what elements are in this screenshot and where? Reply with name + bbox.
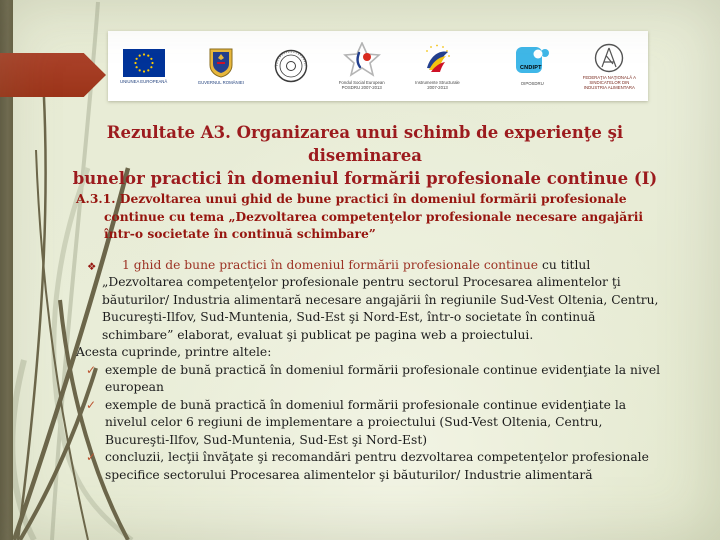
- check-list: [76, 362, 668, 485]
- check-item-text: exemple de bună practică în domeniul formării profesionale continue evidenţiate la nivel european: [105, 362, 661, 394]
- fnsia-caption-line1: FEDERAŢIA NAŢIONALĂ A: [582, 74, 636, 80]
- romanian-government-logo: [198, 48, 244, 85]
- fse-caption-line2: POSDRU 2007-2013: [341, 85, 382, 90]
- fse-posdru-logo: [339, 42, 385, 90]
- checkmark-icon: ✓: [86, 450, 97, 464]
- fnsia-caption-line2: SINDICATELOR DIN: [589, 79, 630, 85]
- diamond-bullet-icon: ❖: [87, 260, 97, 273]
- section-heading: A.3.1. Dezvoltarea unui ghid de bune practici în domeniul formării profesionale continue cu tema „Dezvoltarea competenţelor profesionale necesare angajării într-o societate în continuă schimbare”: [76, 191, 644, 241]
- slide-title-line1: Rezultate A3. Organizarea unui schimb de experienţe şi diseminarea: [106, 123, 624, 165]
- check-item-2: [76, 397, 668, 450]
- checkmark-icon: ✓: [86, 362, 97, 377]
- fnsia-logo: [583, 43, 636, 90]
- cndipt-label: CNDIPT: [520, 64, 542, 71]
- checkmark-icon: ✓: [86, 397, 97, 412]
- cndipt-icon: [512, 47, 552, 79]
- fse-caption-line1: Fondul Social European: [338, 80, 385, 85]
- check-item-text: exemple de bună practică în domeniul formării profesionale continue evidenţiate la nivelul celor 6 regiuni de implementare a proiectului (Sud-Vest Oltenia, Centru, Bucureşti-Ilfov, Sud-Muntenia, Sud-Est şi Nord-Est): [105, 397, 627, 447]
- cndipt-caption: OIPOSDRU: [520, 80, 544, 86]
- is-caption-line2: 2007-2013: [427, 85, 448, 90]
- instrumente-structurale-logo: [415, 42, 460, 90]
- eu-flag-logo: [120, 49, 167, 84]
- bullet-highlight-text: 1 ghid de bune practici în domeniul formării profesionale continue: [122, 257, 539, 272]
- check-item-text: concluzii, lecţii învăţate şi recomandări pentru dezvoltarea competenţelor profesionale specifice sectorului Procesarea alimentelor şi băuturilor/ Industrie alimentară: [105, 450, 649, 482]
- structural-instruments-icon: [417, 42, 457, 78]
- ministry-seal-logo: [274, 49, 308, 83]
- fnsia-emblem-icon: [594, 43, 624, 73]
- eu-flag-caption: UNIUNEA EUROPEANĂ: [120, 78, 168, 84]
- fnsia-caption-line3: INDUSTRIA ALIMENTARA: [583, 84, 635, 90]
- check-item-1: [76, 362, 668, 397]
- check-item-3: [76, 449, 668, 484]
- intro-line: Acesta cuprinde, printre altele:: [76, 345, 272, 359]
- cndipt-logo: [512, 47, 552, 86]
- romanian-government-caption: GUVERNUL ROMÂNIEI: [197, 79, 244, 85]
- ministry-seal-icon: [274, 49, 308, 83]
- fse-star-icon: [342, 42, 382, 78]
- eu-flag-icon: [123, 49, 165, 77]
- slide-body: [76, 190, 668, 484]
- is-caption-line1: Instrumente Structurale: [415, 80, 460, 85]
- coat-of-arms-icon: [208, 48, 234, 78]
- bullet-item-ghid: [76, 257, 668, 345]
- bullet-item-text: [102, 257, 668, 345]
- slide-title-line2: bunelor practici în domeniul formării profesionale continue (I): [72, 169, 658, 188]
- slide-title: [55, 121, 675, 190]
- red-arrow-decoration: [0, 53, 106, 97]
- logo-banner: [108, 31, 648, 101]
- bullet-rest-text: cu titlul „Dezvoltarea competenţelor profesionale pentru sectorul Procesarea alimentelor ţi băuturilor/ Industria alimentară necesare angajării în regiunile Sud-Vest Oltenia, Centru, Bucureşti-Ilfov, Sud-Muntenia, Sud-Est şi Nord-Est, într-o societate în continuă schimbare” elaborat, evaluat şi publicat pe pagina web a proiectului.: [102, 257, 659, 342]
